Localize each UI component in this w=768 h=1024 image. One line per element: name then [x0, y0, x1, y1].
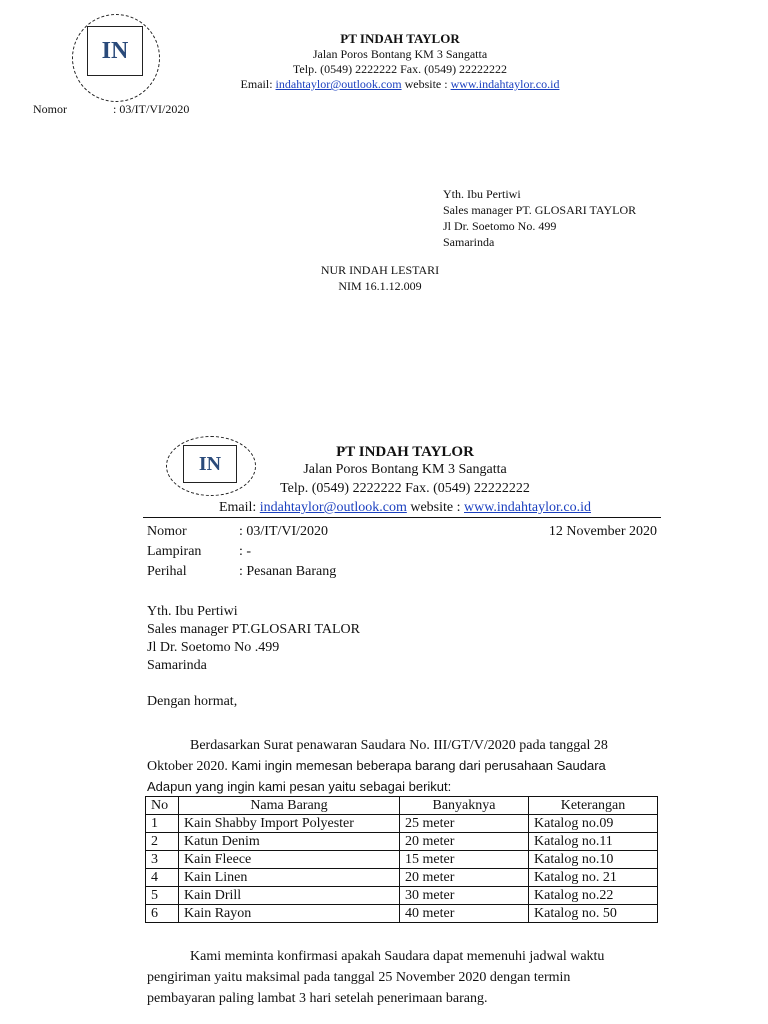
recipient-line: Sales manager PT.GLOSARI TALOR [147, 622, 361, 637]
top-letterhead [170, 30, 630, 92]
cell-qty: 20 meter [400, 833, 529, 851]
table-row [146, 905, 658, 923]
letter-letterhead [175, 443, 635, 517]
recipient-line: Jl Dr. Soetomo No. 499 [443, 219, 557, 233]
table-row [146, 869, 658, 887]
letter-meta-labels [147, 522, 201, 582]
logo-mark: IN [87, 26, 143, 76]
author-name: NUR INDAH LESTARI [320, 263, 440, 277]
logo-mark: IN [183, 445, 237, 483]
email-label: Email: [218, 500, 260, 515]
letter-date: 12 November 2020 [548, 524, 657, 539]
email-label: Email: [240, 77, 276, 91]
meta-label: Perihal [147, 564, 187, 579]
para-line: Adapun yang ingin kami pesan yaitu sebagai berikut: [147, 779, 452, 794]
table-header: Keterangan [529, 797, 658, 815]
para-line: pembayaran paling lambat 3 hari setelah penerimaan barang. [147, 991, 488, 1006]
top-recipient [443, 186, 636, 250]
para-line: Berdasarkan Surat penawaran Saudara No. III/GT/V/2020 pada tanggal 28 [190, 738, 608, 753]
cell-qty: 30 meter [400, 887, 529, 905]
cell-note: Katalog no.11 [529, 833, 658, 851]
table-row [146, 887, 658, 905]
cell-qty: 15 meter [400, 851, 529, 869]
cell-item: Kain Linen [179, 869, 400, 887]
company-name: PT INDAH TAYLOR [340, 31, 460, 46]
company-phone-fax: Telp. (0549) 2222222 Fax. (0549) 22222222 [292, 62, 508, 76]
company-address: Jalan Poros Bontang KM 3 Sangatta [303, 462, 507, 477]
cell-no: 5 [146, 887, 179, 905]
meta-value: : Pesanan Barang [239, 564, 337, 579]
company-contact [170, 77, 630, 92]
letterhead-divider [143, 517, 661, 518]
para-line: pengiriman yaitu maksimal pada tanggal 25 November 2020 dengan termin [147, 970, 571, 985]
cell-item: Kain Rayon [179, 905, 400, 923]
recipient-line: Yth. Ibu Pertiwi [443, 187, 521, 201]
recipient-line: Samarinda [443, 235, 495, 249]
cell-item: Kain Shabby Import Polyester [179, 815, 400, 833]
company-address: Jalan Poros Bontang KM 3 Sangatta [312, 47, 488, 61]
author-block [290, 262, 470, 294]
cell-qty: 20 meter [400, 869, 529, 887]
meta-label: Lampiran [147, 544, 202, 559]
website-link[interactable]: www.indahtaylor.co.id [464, 500, 592, 515]
recipient-line: Yth. Ibu Pertiwi [147, 604, 238, 619]
cell-note: Katalog no.22 [529, 887, 658, 905]
top-nomor-label: Nomor [33, 102, 67, 116]
para-line: Kami meminta konfirmasi apakah Saudara dapat memenuhi jadwal waktu [190, 949, 605, 964]
letter-recipient [147, 603, 360, 675]
recipient-line: Jl Dr. Soetomo No .499 [147, 640, 280, 655]
meta-label: Nomor [147, 524, 187, 539]
letter-meta-values [239, 522, 336, 582]
cell-note: Katalog no.09 [529, 815, 658, 833]
table-header-row [146, 797, 658, 815]
cell-note: Katalog no. 50 [529, 905, 658, 923]
author-nim: NIM 16.1.12.009 [338, 279, 422, 293]
cell-item: Katun Denim [179, 833, 400, 851]
cell-no: 1 [146, 815, 179, 833]
cell-no: 3 [146, 851, 179, 869]
table-row [146, 833, 658, 851]
recipient-line: Sales manager PT. GLOSARI TAYLOR [443, 203, 637, 217]
cell-no: 2 [146, 833, 179, 851]
para-text: Oktober 2020. [147, 759, 232, 774]
table-header: Nama Barang [179, 797, 400, 815]
recipient-line: Samarinda [147, 658, 207, 673]
table-header: No [146, 797, 179, 815]
cell-qty: 40 meter [400, 905, 529, 923]
table-row [146, 851, 658, 869]
top-nomor-value: : 03/IT/VI/2020 [113, 102, 190, 116]
para-text: Kami ingin memesan beberapa barang dari perusahaan Saudara [231, 758, 606, 773]
meta-value: : 03/IT/VI/2020 [239, 524, 329, 539]
website-label: website : [401, 77, 451, 91]
cell-item: Kain Fleece [179, 851, 400, 869]
company-name: PT INDAH TAYLOR [336, 444, 474, 460]
cell-no: 6 [146, 905, 179, 923]
cell-note: Katalog no. 21 [529, 869, 658, 887]
para-line [147, 756, 658, 777]
cell-item: Kain Drill [179, 887, 400, 905]
paragraph-intro [147, 736, 658, 797]
table-row [146, 815, 658, 833]
paragraph-request [147, 946, 658, 1009]
cell-note: Katalog no.10 [529, 851, 658, 869]
company-phone-fax: Telp. (0549) 2222222 Fax. (0549) 22222222 [280, 481, 530, 496]
email-link[interactable]: indahtaylor@outlook.com [259, 500, 407, 515]
order-table [145, 796, 658, 923]
website-label: website : [406, 500, 464, 515]
meta-value: : - [239, 544, 252, 559]
cell-no: 4 [146, 869, 179, 887]
greeting: Dengan hormat, [147, 694, 238, 709]
company-contact [175, 499, 635, 517]
website-link[interactable]: www.indahtaylor.co.id [450, 77, 560, 91]
table-header: Banyaknya [400, 797, 529, 815]
cell-qty: 25 meter [400, 815, 529, 833]
email-link[interactable]: indahtaylor@outlook.com [275, 77, 402, 91]
